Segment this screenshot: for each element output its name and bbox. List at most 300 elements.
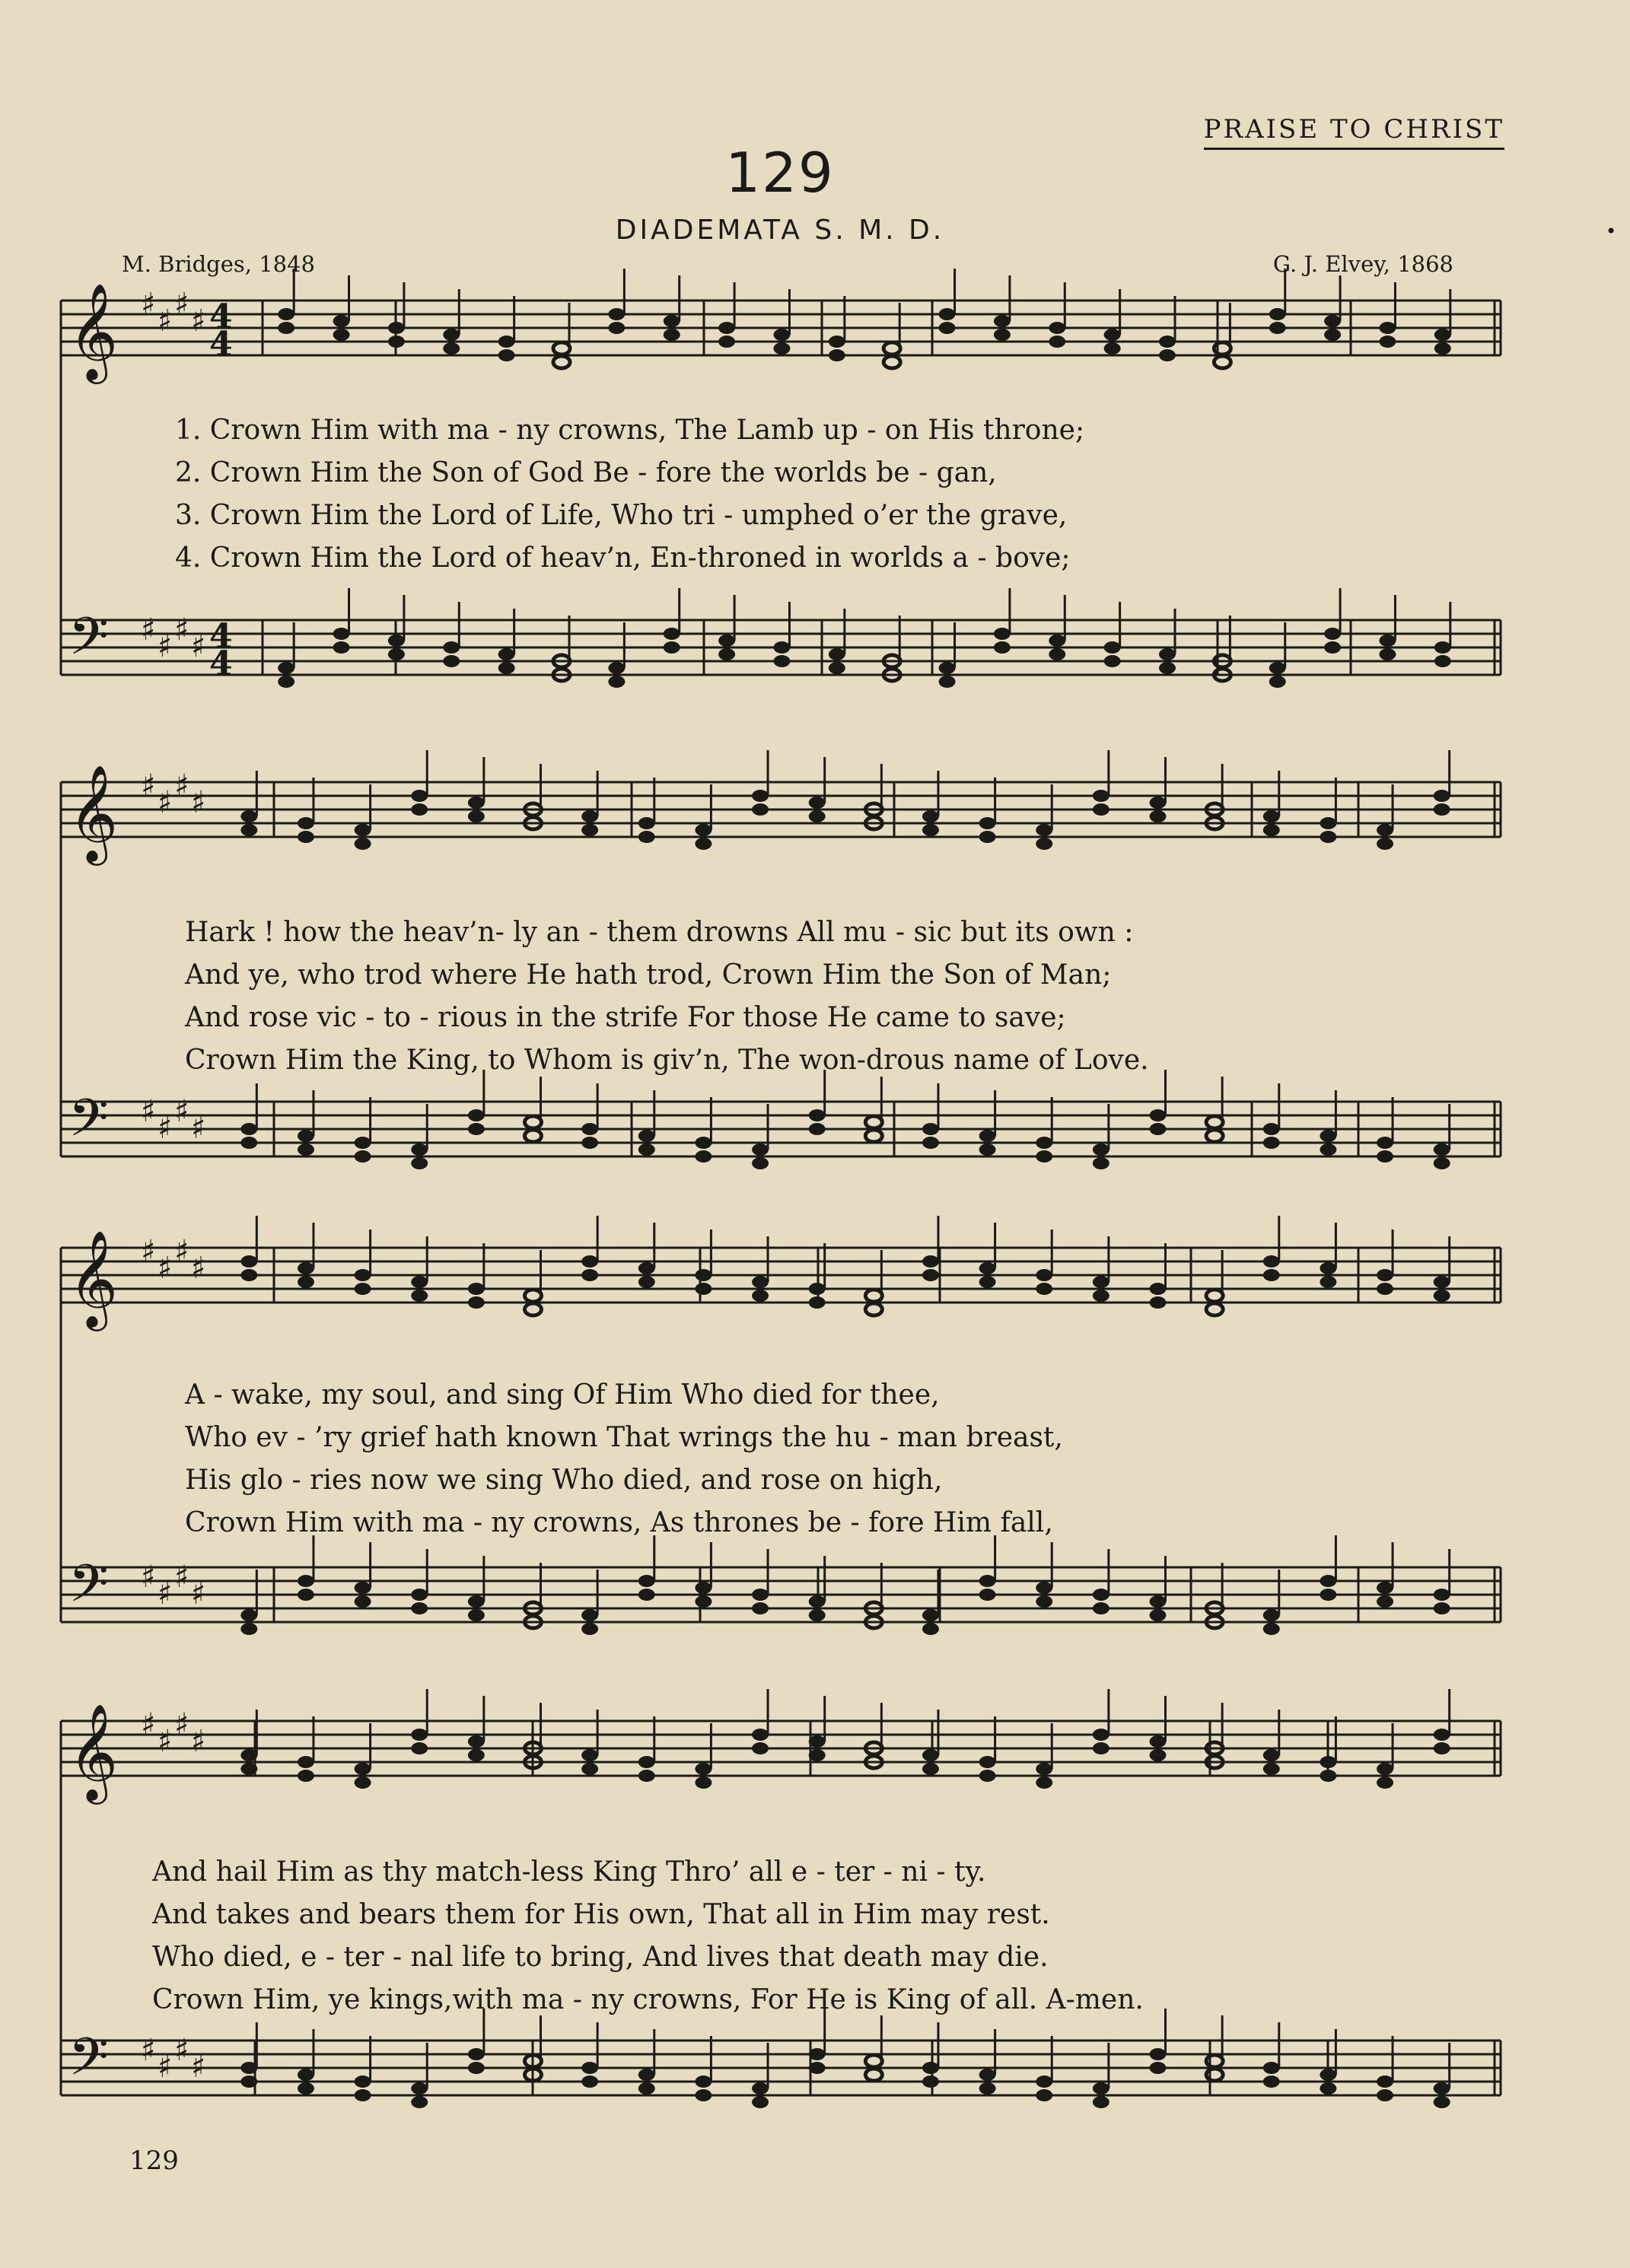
sharp-sign: ♯ [141,1234,156,1269]
note-head [718,322,735,334]
note-head [1150,810,1167,822]
note-head [1434,803,1450,816]
note-head [468,1283,485,1295]
sharp-sign: ♯ [158,1576,173,1611]
note-head [979,1262,996,1274]
sharp-sign: ♯ [174,1094,189,1129]
note-head [298,1130,314,1142]
tune-name: DIADEMATA S. M. D. [615,215,945,246]
note-head [581,1255,598,1268]
note-head [1377,1763,1393,1775]
note-head [1434,1157,1450,1169]
note-head [1320,1589,1336,1601]
note-head [581,1269,598,1281]
note-head [240,1255,257,1268]
note-head [240,810,257,822]
note-head [468,2062,485,2074]
note-head [773,655,790,667]
lyric-line: 2. Crown Him the Son of God Be - fore the worlds be - gan, [175,457,997,488]
note-head [388,648,405,660]
sharp-sign: ♯ [191,304,206,339]
note-head [298,817,314,829]
note-head [1320,1770,1336,1782]
note-head [1377,1137,1393,1149]
note-head [1434,790,1450,802]
note-head [468,1735,485,1748]
note-head [411,1602,428,1614]
note-head [240,2076,257,2088]
note-head [922,1123,939,1135]
note-head [1320,2069,1336,2081]
note-head [355,1582,371,1594]
note-head [1036,824,1052,836]
note-head [298,2082,314,2095]
note-head [581,1763,598,1775]
note-head [695,1283,712,1295]
note-head [1434,1589,1450,1601]
note-head [1093,1276,1109,1288]
note-head [752,2096,769,2108]
note-head [240,1749,257,1761]
note-head [298,1589,314,1601]
note-head [922,1623,939,1635]
page-number: 129 [129,2146,179,2176]
note-head [718,648,735,660]
note-head [1104,329,1121,341]
note-head [1434,329,1451,341]
sharp-sign: ♯ [141,2033,156,2068]
note-head [865,1303,882,1315]
bass-clef: 𝄢 [68,2028,109,2100]
note-head [1206,2055,1223,2067]
note-head [979,1276,996,1288]
note-head [1036,1269,1052,1281]
note-head [638,831,655,843]
note-head [1377,1582,1393,1594]
note-head [1263,2076,1280,2088]
note-head [979,2069,996,2081]
note-head [1049,322,1065,334]
note-head [922,2076,939,2088]
note-head [922,824,939,836]
note-head [1377,1283,1393,1295]
note-head [355,2076,371,2088]
note-head [695,1595,712,1608]
note-head [355,1269,371,1281]
note-head [240,824,257,836]
note-head [1263,1255,1280,1268]
note-head [865,2055,882,2067]
note-head [773,342,790,355]
note-head [333,641,350,654]
note-head [1377,2089,1393,2101]
sharp-sign: ♯ [158,304,173,339]
time-signature: 4 [209,297,233,336]
note-head [809,2062,826,2074]
note-head [752,1602,769,1614]
note-head [411,1144,428,1156]
note-head [638,1575,655,1587]
sharp-sign: ♯ [191,2050,206,2085]
music-composer: G. J. Elvey, 1868 [1272,251,1453,277]
note-head [333,315,350,327]
note-head [922,1269,939,1281]
note-head [1093,1602,1109,1614]
note-head [809,810,826,822]
note-head [809,1749,826,1761]
note-head [1093,1729,1109,1741]
note-head [468,1609,485,1621]
note-head [752,1729,769,1741]
note-head [443,641,460,654]
note-head [1434,1144,1450,1156]
note-head [1206,1116,1223,1128]
note-head [608,308,625,320]
note-head [979,1575,996,1587]
note-head [809,797,826,809]
hymn-number: 129 [725,141,835,205]
note-head [1269,308,1286,320]
note-head [922,2062,939,2074]
note-head [1320,1756,1336,1768]
note-head [468,1296,485,1309]
note-head [939,308,956,320]
note-head [1320,1575,1336,1587]
note-head [922,1749,939,1761]
note-head [1104,641,1121,654]
sharp-sign: ♯ [191,1251,206,1286]
note-head [939,676,956,688]
note-head [1320,817,1336,829]
note-head [994,329,1011,341]
note-head [1324,329,1341,341]
note-head [1324,628,1341,640]
note-head [1036,1777,1052,1789]
note-head [355,1595,371,1608]
note-head [1036,2089,1052,2101]
note-head [1159,336,1176,348]
note-head [1263,810,1280,822]
note-head [411,1589,428,1601]
sharp-sign: ♯ [141,1707,156,1742]
note-head [752,1144,769,1156]
note-head [553,342,570,355]
lyric-line: And rose vic - to - rious in the strife For those He came to save; [185,1002,1066,1033]
note-head [1324,315,1341,327]
sharp-sign: ♯ [174,768,189,803]
note-head [773,641,790,654]
note-head [664,329,680,341]
time-signature: 4 [209,617,233,656]
note-head [695,1150,712,1163]
note-head [1093,2082,1109,2095]
note-head [809,1123,826,1135]
note-head [829,336,845,348]
note-head [638,1130,655,1142]
note-head [1093,1157,1109,1169]
note-head [298,1262,314,1274]
note-head [1206,1303,1223,1315]
sharp-sign: ♯ [174,1234,189,1269]
note-head [979,817,996,829]
sharp-sign: ♯ [191,1111,206,1146]
sharp-sign: ♯ [191,629,206,664]
note-head [1150,1609,1167,1621]
note-head [1150,1749,1167,1761]
note-head [581,2062,598,2074]
note-head [1150,2048,1167,2060]
note-head [240,1763,257,1775]
note-head [1434,1276,1450,1288]
note-head [240,2062,257,2074]
note-head [240,1623,257,1635]
note-head [411,1729,428,1741]
note-head [1269,322,1286,334]
time-signature: 4 [209,325,233,364]
note-head [1320,1262,1336,1274]
note-head [298,1144,314,1156]
note-head [1320,831,1336,843]
note-head [1159,349,1176,361]
note-head [1377,1595,1393,1608]
note-head [695,838,712,850]
time-signature: 4 [209,644,233,683]
note-head [1206,1130,1223,1142]
bass-clef: 𝄢 [68,1089,109,1161]
note-head [752,1157,769,1169]
note-head [1320,2082,1336,2095]
note-head [979,1589,996,1601]
note-head [1434,655,1451,667]
note-head [1377,838,1393,850]
lyric-line: And takes and bears them for His own, That all in Him may rest. [152,1899,1050,1930]
note-head [498,336,515,348]
note-head [1434,1290,1450,1302]
note-head [1036,1582,1052,1594]
lyric-line: Hark ! how the heav’n- ly an - them drowns All mu - sic but its own : [185,917,1134,948]
note-head [1320,1130,1336,1142]
note-head [608,322,625,334]
note-head [1150,1109,1167,1121]
note-head [994,641,1011,654]
note-head [1377,1269,1393,1281]
note-head [1434,641,1451,654]
lyric-line: And hail Him as thy match-less King Thro’ all e - ter - ni - ty. [152,1856,986,1888]
note-head [1269,662,1286,674]
corner-mark: • [1606,221,1617,242]
note-head [752,1742,769,1754]
note-head [468,2048,485,2060]
note-head [865,2069,882,2081]
note-head [922,1137,939,1149]
note-head [278,308,294,320]
note-head [1269,676,1286,688]
note-head [752,790,769,802]
note-head [883,342,900,355]
note-head [752,1589,769,1601]
note-head [468,810,485,822]
words-author: M. Bridges, 1848 [122,251,315,277]
note-head [1036,1283,1052,1295]
note-head [411,790,428,802]
note-head [829,648,845,660]
note-head [525,1130,542,1142]
note-head [298,1756,314,1768]
sharp-sign: ♯ [191,1724,206,1759]
note-head [994,315,1011,327]
note-head [1150,1595,1167,1608]
lyric-line: Who ev - ’ry grief hath known That wrings the hu - man breast, [185,1422,1063,1453]
note-head [411,803,428,816]
note-head [278,322,294,334]
note-head [695,1582,712,1594]
note-head [829,662,845,674]
note-head [355,2089,371,2101]
note-head [1036,1763,1052,1775]
note-head [752,803,769,816]
note-head [1150,797,1167,809]
note-head [1263,824,1280,836]
note-head [581,1609,598,1621]
note-head [355,1283,371,1295]
note-head [718,635,735,647]
treble-clef: 𝄞 [68,1229,119,1327]
sharp-sign: ♯ [174,287,189,322]
sharp-sign: ♯ [141,287,156,322]
note-head [773,329,790,341]
note-head [638,817,655,829]
note-head [638,1262,655,1274]
note-head [1434,1602,1450,1614]
note-head [809,1735,826,1748]
sharp-sign: ♯ [141,768,156,803]
note-head [388,336,405,348]
note-head [355,1150,371,1163]
note-head [1093,1290,1109,1302]
note-head [355,824,371,836]
note-head [581,1137,598,1149]
note-head [298,1276,314,1288]
note-head [1434,2096,1450,2108]
note-head [1049,635,1065,647]
note-head [638,1144,655,1156]
note-head [608,662,625,674]
note-head [638,2069,655,2081]
note-head [411,1290,428,1302]
note-head [468,1123,485,1135]
note-head [1150,1296,1167,1309]
note-head [553,356,570,368]
note-head [638,1276,655,1288]
note-head [333,329,350,341]
note-head [1434,2082,1450,2095]
note-head [1093,790,1109,802]
note-head [939,662,956,674]
lyric-line: Crown Him the King, to Whom is giv’n, The won-drous name of Love. [185,1045,1149,1076]
note-head [1320,1144,1336,1156]
note-head [298,1575,314,1587]
note-head [809,1109,826,1121]
note-head [718,336,735,348]
note-head [922,1763,939,1775]
note-head [1263,1623,1280,1635]
lyric-line: Crown Him, ye kings,with ma - ny crowns, For He is King of all. A-men. [152,1984,1144,2015]
note-head [1434,1742,1450,1754]
note-head [1379,322,1396,334]
note-head [979,2082,996,2095]
note-head [1150,1123,1167,1135]
note-head [1150,1283,1167,1295]
note-head [298,2069,314,2081]
note-head [1049,336,1065,348]
note-head [1206,1290,1223,1302]
bass-clef: 𝄢 [68,607,109,679]
treble-clef: 𝄞 [68,282,119,380]
note-head [1093,803,1109,816]
note-head [1093,2096,1109,2108]
note-head [1036,838,1052,850]
note-head [355,1137,371,1149]
note-head [1379,648,1396,660]
note-head [695,1777,712,1789]
note-head [468,1749,485,1761]
note-head [638,1756,655,1768]
lyric-line: 1. Crown Him with ma - ny crowns, The Lamb up - on His throne; [175,415,1085,446]
note-head [1036,1595,1052,1608]
note-head [278,662,294,674]
note-head [695,2076,712,2088]
sharp-sign: ♯ [158,2050,173,2085]
note-head [979,1756,996,1768]
note-head [865,1130,882,1142]
note-head [1434,342,1451,355]
note-head [1093,1589,1109,1601]
note-head [240,1123,257,1135]
note-head [809,1609,826,1621]
lyric-line: And ye, who trod where He hath trod, Crown Him the Son of Man; [185,959,1112,991]
note-head [664,628,680,640]
lyric-line: 3. Crown Him the Lord of Life, Who tri - umphed o’er the grave, [175,500,1068,531]
sharp-sign: ♯ [141,1560,156,1595]
note-head [581,810,598,822]
lyric-line: Crown Him with ma - ny crowns, As thrones be - fore Him fall, [185,1507,1053,1538]
note-head [752,1290,769,1302]
note-head [1049,648,1065,660]
note-head [355,1763,371,1775]
sharp-sign: ♯ [141,1094,156,1129]
note-head [468,1595,485,1608]
note-head [240,1609,257,1621]
note-head [979,1130,996,1142]
note-head [278,676,294,688]
note-head [355,1777,371,1789]
note-head [1036,2076,1052,2088]
note-head [240,1269,257,1281]
note-head [411,2082,428,2095]
note-head [1104,342,1121,355]
note-head [752,2082,769,2095]
note-head [1379,336,1396,348]
note-head [525,1290,542,1302]
note-head [979,831,996,843]
note-head [809,1595,826,1608]
note-head [922,810,939,822]
sharp-sign: ♯ [158,1111,173,1146]
note-head [411,1742,428,1754]
note-head [1377,2076,1393,2088]
section-label: PRAISE TO CHRIST [1204,114,1504,150]
lyric-line: Who died, e - ter - nal life to bring, And lives that death may die. [152,1942,1049,1973]
